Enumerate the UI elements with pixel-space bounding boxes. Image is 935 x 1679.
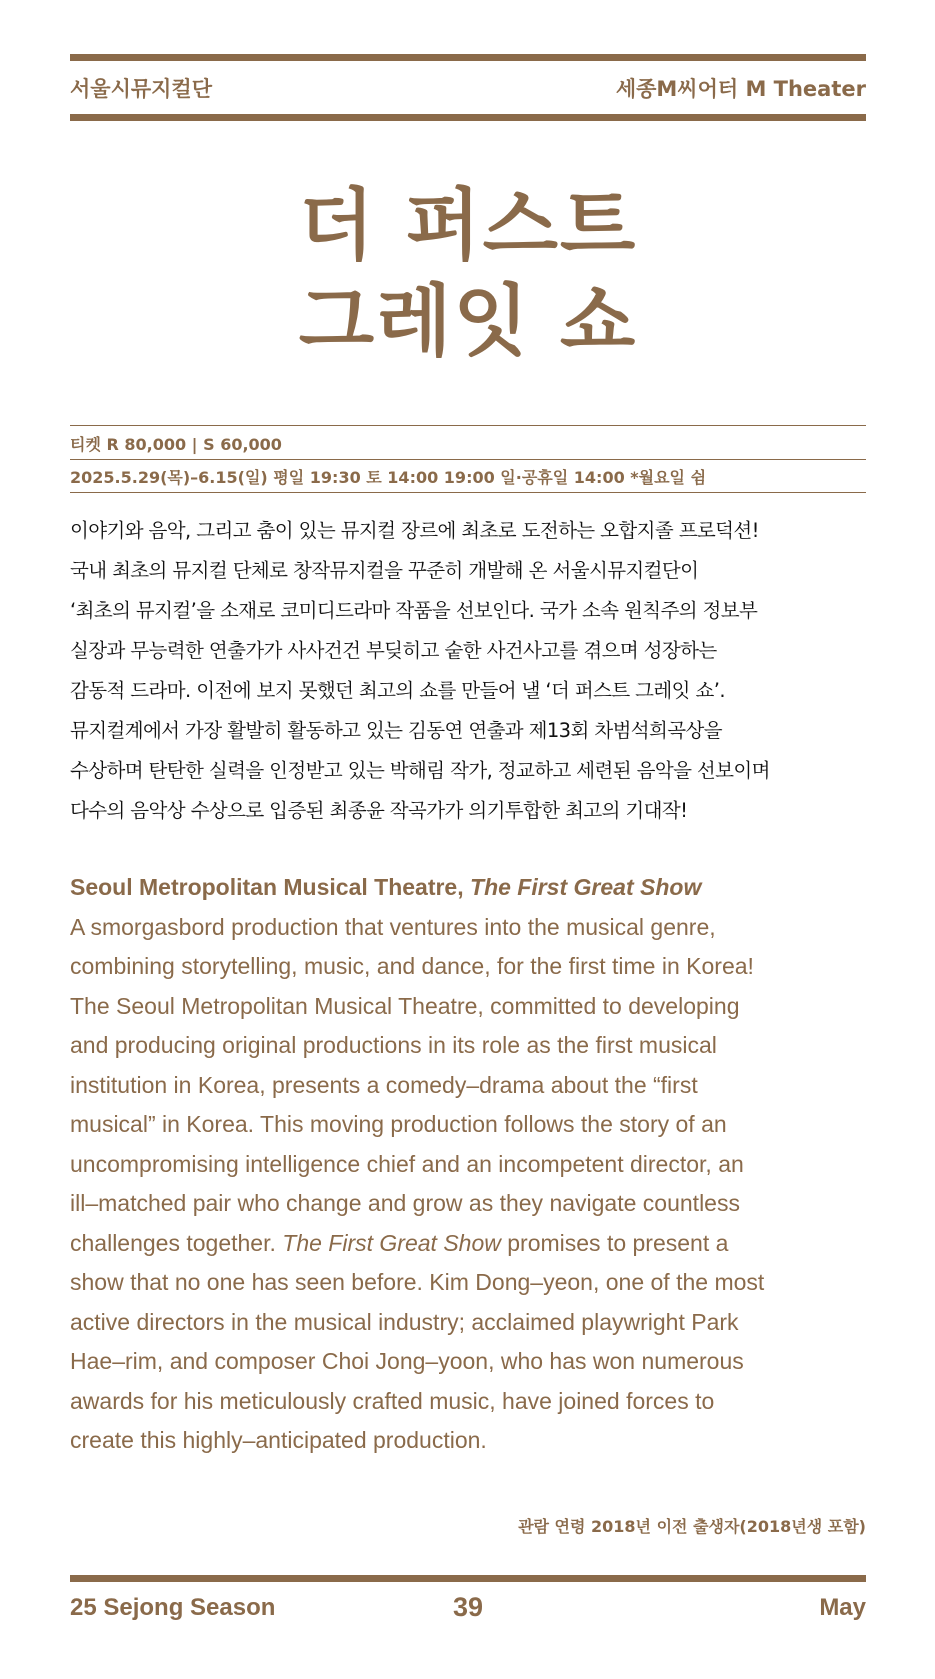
title-line-2: 그레잇 쇼 bbox=[298, 277, 638, 367]
page bbox=[70, 0, 866, 1679]
english-line: active directors in the musical industry; acclaimed playwright Park bbox=[70, 1308, 739, 1335]
english-line-9-title: The First Great Show bbox=[282, 1229, 501, 1256]
ticket-info: 티켓 R 80,000 | S 60,000 bbox=[70, 434, 282, 454]
english-line: institution in Korea, presents a comedy–drama about the “first bbox=[70, 1071, 698, 1098]
info-bottom-rule bbox=[70, 492, 866, 493]
english-line: Hae–rim, and composer Choi Jong–yoon, who has won numerous bbox=[70, 1348, 744, 1374]
top-rule bbox=[70, 54, 866, 61]
schedule-info: 2025.5.29(목)–6.15(일) 평일 19:30 토 14:00 19:00 일·공휴일 14:00 *월요일 쉼 bbox=[70, 467, 707, 487]
english-line: musical” in Korea. This moving production follows the story of an bbox=[70, 1111, 727, 1137]
korean-description bbox=[70, 511, 866, 831]
english-line: uncompromising intelligence chief and an incompetent director, an bbox=[70, 1150, 744, 1177]
month-label: May bbox=[819, 1594, 866, 1621]
korean-line: 이야기와 음악, 그리고 춤이 있는 뮤지컬 장르에 최초로 도전하는 오합지졸 프로덕션! bbox=[70, 519, 759, 542]
english-line: and producing original productions in its role as the first musical bbox=[70, 1032, 717, 1058]
season-label: 25 Sejong Season bbox=[70, 1594, 276, 1621]
english-line-9-suffix: promises to present a bbox=[500, 1229, 729, 1256]
english-line: ill–matched pair who change and grow as they navigate countless bbox=[70, 1190, 740, 1216]
info-top-rule bbox=[70, 425, 866, 426]
korean-line: 다수의 음악상 수상으로 입증된 최종윤 작곡가가 의기투합한 최고의 기대작! bbox=[70, 799, 688, 822]
english-heading-title: The First Great Show bbox=[470, 874, 702, 900]
venue-name: 세종M씨어터 M Theater bbox=[615, 77, 866, 101]
english-line: The Seoul Metropolitan Musical Theatre, committed to developing bbox=[70, 992, 740, 1019]
title-line-1: 더 퍼스트 bbox=[298, 181, 638, 271]
header bbox=[70, 66, 866, 110]
english-description bbox=[70, 868, 866, 1461]
english-line: awards for his meticulously crafted music, have joined forces to bbox=[70, 1387, 715, 1414]
english-line: combining storytelling, music, and dance, for the first time in Korea! bbox=[70, 953, 754, 979]
korean-line: ‘최초의 뮤지컬’을 소재로 코미디드라마 작품을 선보인다. 국가 소속 원칙주의 정보부 bbox=[70, 599, 758, 622]
korean-line: 수상하며 탄탄한 실력을 인정받고 있는 박해림 작가, 정교하고 세련된 음악을 선보이며 bbox=[70, 759, 770, 782]
korean-line: 국내 최초의 뮤지컬 단체로 창작뮤지컬을 꾸준히 개발해 온 서울시뮤지컬단이 bbox=[70, 559, 699, 582]
english-line: create this highly–anticipated production. bbox=[70, 1427, 487, 1453]
english-line-9-prefix: challenges together. bbox=[70, 1229, 283, 1256]
english-heading bbox=[70, 868, 866, 908]
english-line: A smorgasbord production that ventures into the musical genre, bbox=[70, 913, 716, 940]
age-restriction-note: 관람 연령 2018년 이전 출생자(2018년생 포함) bbox=[518, 1516, 866, 1536]
korean-line: 뮤지컬계에서 가장 활발히 활동하고 있는 김동연 연출과 제13회 차범석희곡상을 bbox=[70, 719, 722, 742]
english-line: show that no one has seen before. Kim Dong–yeon, one of the most bbox=[70, 1269, 765, 1295]
english-line bbox=[70, 1224, 866, 1264]
header-bottom-rule bbox=[70, 114, 866, 121]
footer-rule bbox=[70, 1575, 866, 1582]
company-name: 서울시뮤지컬단 bbox=[70, 77, 213, 101]
korean-line: 실장과 무능력한 연출가가 사사건건 부딪히고 숱한 사건사고를 겪으며 성장하는 bbox=[70, 639, 717, 662]
page-title bbox=[70, 178, 866, 370]
korean-line: 감동적 드라마. 이전에 보지 못했던 최고의 쇼를 만들어 낼 ‘더 퍼스트 그레잇 쇼’. bbox=[70, 679, 725, 702]
page-number: 39 bbox=[452, 1592, 484, 1622]
footer bbox=[70, 1586, 866, 1630]
english-heading-prefix: Seoul Metropolitan Musical Theatre, bbox=[70, 874, 471, 900]
